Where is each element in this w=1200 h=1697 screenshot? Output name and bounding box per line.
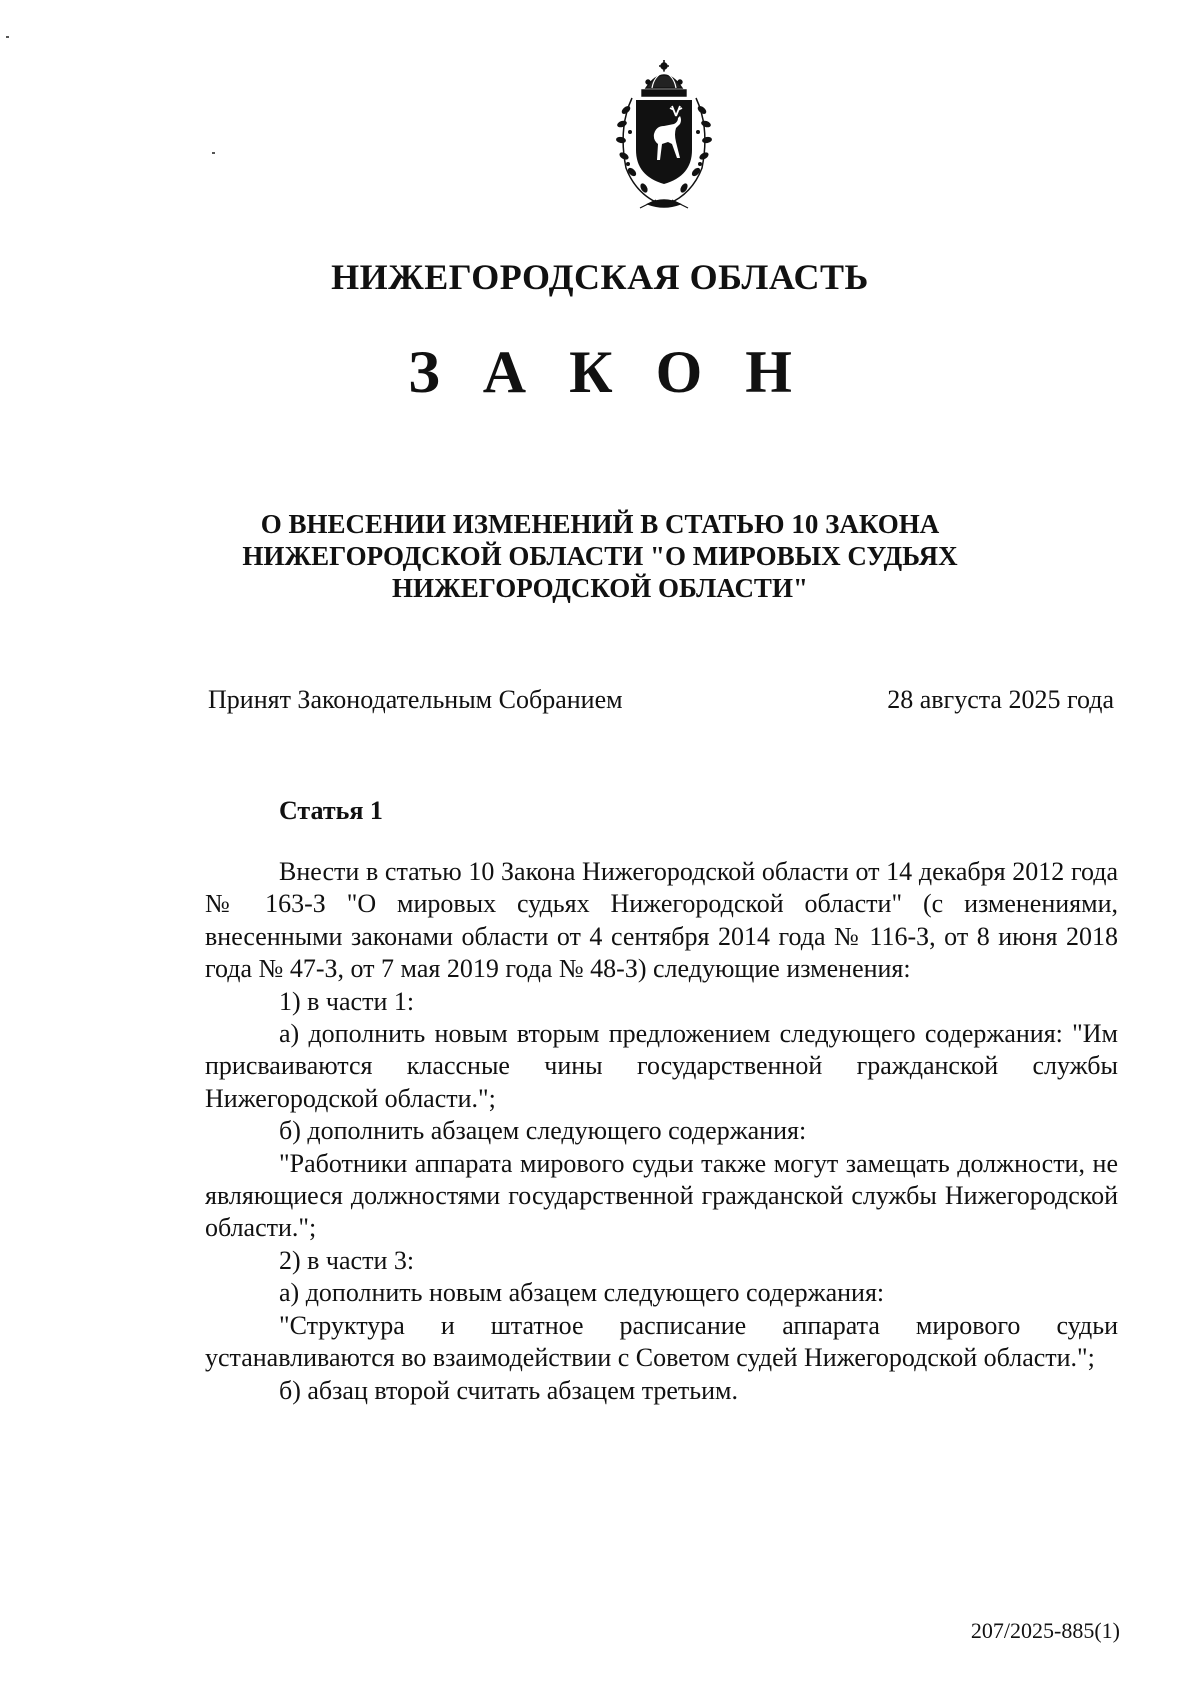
article-paragraph: б) абзац второй считать абзацем третьим.	[279, 1375, 739, 1405]
law-title-line: О ВНЕСЕНИИ ИЗМЕНЕНИЙ В СТАТЬЮ 10 ЗАКОНА	[260, 509, 940, 539]
region-name: НИЖЕГОРОДСКАЯ ОБЛАСТЬ	[331, 257, 869, 297]
scan-speck	[6, 36, 9, 38]
article-paragraph: 1) в части 1:	[279, 986, 415, 1016]
law-title	[150, 508, 1050, 604]
article-body	[205, 856, 1118, 1407]
article-heading: Статья 1	[279, 796, 383, 825]
article-paragraph: а) дополнить новым абзацем следующего содержания:	[279, 1278, 885, 1308]
article-paragraph: б) дополнить абзацем следующего содержания:	[279, 1116, 807, 1146]
scan-speck	[212, 152, 215, 154]
article-paragraph: а) дополнить новым вторым предложением следующего содержания: "Им присваиваются классные чины государственной гражданской службы Нижегородской области.";	[205, 1019, 1118, 1113]
article-paragraph: "Структура и штатное расписание аппарата мирового судьи устанавливаются во взаимодействии с Советом судей Нижегородской области.";	[205, 1310, 1118, 1373]
law-title-line: НИЖЕГОРОДСКОЙ ОБЛАСТИ "О МИРОВЫХ СУДЬЯХ	[242, 541, 958, 571]
document-type: З А К О Н	[408, 339, 806, 405]
article-paragraph: "Работники аппарата мирового судьи также могут замещать должности, не являющиеся должностями государственной гражданской службы Нижегородской области.";	[205, 1148, 1118, 1243]
adoption-date: 28 августа 2025 года	[887, 685, 1114, 714]
adopted-by: Принят Законодательным Собранием	[208, 685, 623, 714]
crown-icon	[642, 60, 686, 96]
law-title-line: НИЖЕГОРОДСКОЙ ОБЛАСТИ"	[392, 573, 808, 603]
article-paragraph: 2) в части 3:	[279, 1245, 415, 1275]
coat-of-arms-icon	[596, 58, 732, 218]
document-number: 207/2025-885(1)	[970, 1618, 1120, 1643]
article-paragraph: Внести в статью 10 Закона Нижегородской области от 14 декабря 2012 года № 163-З "О мировых судьях Нижегородской области" (с изменениями, внесенными законами области от 4 сентября 2014 года № 116-З, от 8 июня 2018 года № 47-З, от 7 мая 2019 года № 48-З) следующие изменения:	[205, 857, 1118, 984]
